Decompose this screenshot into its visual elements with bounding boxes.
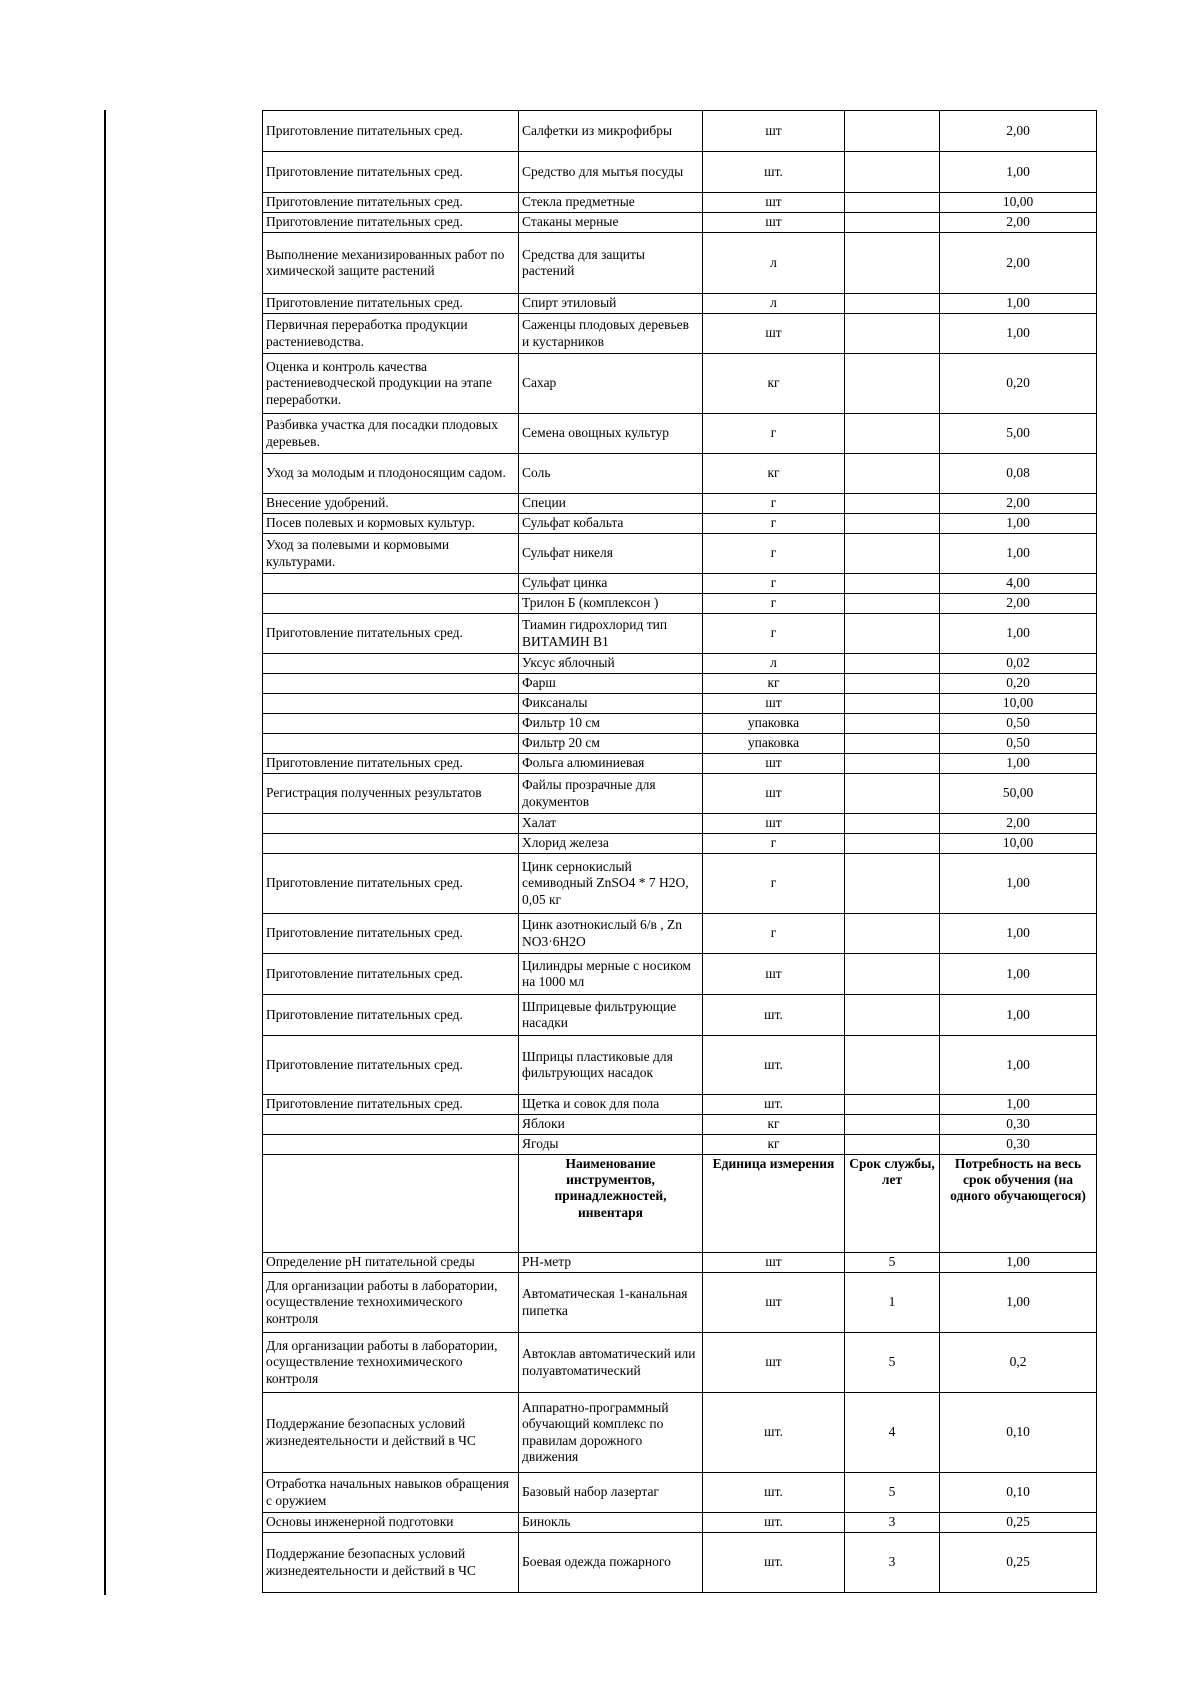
equipment-table bbox=[262, 110, 1097, 1593]
item-cell: Салфетки из микрофибры bbox=[519, 111, 703, 152]
item-cell: Стекла предметные bbox=[519, 193, 703, 213]
unit-cell: шт bbox=[703, 213, 845, 233]
activity-cell: Поддержание безопасных условий жизнедеятельности и действий в ЧС bbox=[263, 1393, 519, 1473]
table-row bbox=[263, 1273, 1097, 1333]
table-row bbox=[263, 111, 1097, 152]
activity-cell bbox=[263, 714, 519, 734]
header-requirement: Потребность на весь срок обучения (на одного обучающегося) bbox=[940, 1155, 1097, 1253]
unit-cell: кг bbox=[703, 354, 845, 414]
activity-cell: Приготовление питательных сред. bbox=[263, 614, 519, 654]
quantity-cell: 1,00 bbox=[940, 314, 1097, 354]
left-margin-line bbox=[104, 110, 106, 1595]
service-life-cell bbox=[845, 654, 940, 674]
quantity-cell: 0,10 bbox=[940, 1393, 1097, 1473]
service-life-cell: 1 bbox=[845, 1273, 940, 1333]
unit-cell: г bbox=[703, 574, 845, 594]
unit-cell: шт bbox=[703, 774, 845, 814]
service-life-cell bbox=[845, 574, 940, 594]
table-row bbox=[263, 995, 1097, 1036]
header-service-life: Срок службы, лет bbox=[845, 1155, 940, 1253]
activity-cell: Приготовление питательных сред. bbox=[263, 193, 519, 213]
service-life-cell bbox=[845, 914, 940, 954]
quantity-cell: 10,00 bbox=[940, 694, 1097, 714]
table-row bbox=[263, 754, 1097, 774]
unit-cell: шт. bbox=[703, 1393, 845, 1473]
activity-cell: Приготовление питательных сред. bbox=[263, 1095, 519, 1115]
item-cell: Средства для защиты растений bbox=[519, 233, 703, 294]
quantity-cell: 1,00 bbox=[940, 854, 1097, 914]
table-row bbox=[263, 534, 1097, 574]
unit-cell: шт bbox=[703, 193, 845, 213]
item-cell: Аппаратно-программный обучающий комплекс по правилам дорожного движения bbox=[519, 1393, 703, 1473]
table-row bbox=[263, 414, 1097, 454]
quantity-cell: 10,00 bbox=[940, 193, 1097, 213]
unit-cell: кг bbox=[703, 1115, 845, 1135]
unit-cell: шт. bbox=[703, 1473, 845, 1513]
service-life-cell bbox=[845, 111, 940, 152]
table-row bbox=[263, 152, 1097, 193]
activity-cell: Приготовление питательных сред. bbox=[263, 152, 519, 193]
activity-cell: Для организации работы в лаборатории, осуществление технохимического контроля bbox=[263, 1333, 519, 1393]
item-cell: Фильтр 20 см bbox=[519, 734, 703, 754]
table-row bbox=[263, 1533, 1097, 1593]
unit-cell: шт bbox=[703, 1333, 845, 1393]
service-life-cell bbox=[845, 754, 940, 774]
activity-cell: Приготовление питательных сред. bbox=[263, 914, 519, 954]
table-row bbox=[263, 594, 1097, 614]
quantity-cell: 2,00 bbox=[940, 111, 1097, 152]
quantity-cell: 1,00 bbox=[940, 954, 1097, 995]
quantity-cell: 0,25 bbox=[940, 1513, 1097, 1533]
activity-cell: Уход за молодым и плодоносящим садом. bbox=[263, 454, 519, 494]
table-row bbox=[263, 1115, 1097, 1135]
table-row bbox=[263, 674, 1097, 694]
table-row bbox=[263, 314, 1097, 354]
item-cell: Ягоды bbox=[519, 1135, 703, 1155]
unit-cell: г bbox=[703, 534, 845, 574]
table-row bbox=[263, 814, 1097, 834]
service-life-cell bbox=[845, 854, 940, 914]
quantity-cell: 0,2 bbox=[940, 1333, 1097, 1393]
service-life-cell bbox=[845, 1036, 940, 1095]
quantity-cell: 0,30 bbox=[940, 1135, 1097, 1155]
quantity-cell: 1,00 bbox=[940, 294, 1097, 314]
quantity-cell: 1,00 bbox=[940, 1095, 1097, 1115]
item-cell: Фольга алюминиевая bbox=[519, 754, 703, 774]
service-life-cell bbox=[845, 814, 940, 834]
activity-cell: Посев полевых и кормовых культур. bbox=[263, 514, 519, 534]
activity-cell: Поддержание безопасных условий жизнедеятельности и действий в ЧС bbox=[263, 1533, 519, 1593]
unit-cell: г bbox=[703, 614, 845, 654]
unit-cell: шт bbox=[703, 1253, 845, 1273]
item-cell: Базовый набор лазертаг bbox=[519, 1473, 703, 1513]
quantity-cell: 1,00 bbox=[940, 1253, 1097, 1273]
unit-cell: шт. bbox=[703, 1036, 845, 1095]
activity-cell: Первичная переработка продукции растениеводства. bbox=[263, 314, 519, 354]
item-cell: Щетка и совок для пола bbox=[519, 1095, 703, 1115]
quantity-cell: 10,00 bbox=[940, 834, 1097, 854]
item-cell: Спирт этиловый bbox=[519, 294, 703, 314]
item-cell: Сахар bbox=[519, 354, 703, 414]
activity-cell bbox=[263, 674, 519, 694]
quantity-cell: 5,00 bbox=[940, 414, 1097, 454]
quantity-cell: 1,00 bbox=[940, 152, 1097, 193]
activity-cell: Уход за полевыми и кормовыми культурами. bbox=[263, 534, 519, 574]
service-life-cell bbox=[845, 834, 940, 854]
service-life-cell bbox=[845, 314, 940, 354]
quantity-cell: 1,00 bbox=[940, 514, 1097, 534]
item-cell: Цинк азотнокислый 6/в , Zn NO3·6H2O bbox=[519, 914, 703, 954]
unit-cell: кг bbox=[703, 1135, 845, 1155]
quantity-cell: 1,00 bbox=[940, 754, 1097, 774]
item-cell: Сульфат кобальта bbox=[519, 514, 703, 534]
activity-cell bbox=[263, 574, 519, 594]
unit-cell: шт bbox=[703, 1273, 845, 1333]
quantity-cell: 0,08 bbox=[940, 454, 1097, 494]
table-row bbox=[263, 294, 1097, 314]
quantity-cell: 1,00 bbox=[940, 614, 1097, 654]
table-row bbox=[263, 574, 1097, 594]
service-life-cell bbox=[845, 614, 940, 654]
service-life-cell bbox=[845, 1115, 940, 1135]
item-cell: Фиксаналы bbox=[519, 694, 703, 714]
quantity-cell: 1,00 bbox=[940, 914, 1097, 954]
item-cell: PH-метр bbox=[519, 1253, 703, 1273]
quantity-cell: 1,00 bbox=[940, 1273, 1097, 1333]
item-cell: Шприцевые фильтрующие насадки bbox=[519, 995, 703, 1036]
item-cell: Трилон Б (комплексон ) bbox=[519, 594, 703, 614]
item-cell: Семена овощных культур bbox=[519, 414, 703, 454]
header-blank-cell bbox=[263, 1155, 519, 1253]
unit-cell: г bbox=[703, 834, 845, 854]
table-row bbox=[263, 694, 1097, 714]
service-life-cell bbox=[845, 233, 940, 294]
unit-cell: шт bbox=[703, 694, 845, 714]
service-life-cell: 3 bbox=[845, 1513, 940, 1533]
item-cell: Соль bbox=[519, 454, 703, 494]
table-row bbox=[263, 954, 1097, 995]
service-life-cell bbox=[845, 714, 940, 734]
unit-cell: кг bbox=[703, 454, 845, 494]
service-life-cell bbox=[845, 995, 940, 1036]
activity-cell: Разбивка участка для посадки плодовых деревьев. bbox=[263, 414, 519, 454]
activity-cell: Выполнение механизированных работ по химической защите растений bbox=[263, 233, 519, 294]
service-life-cell: 5 bbox=[845, 1333, 940, 1393]
activity-cell bbox=[263, 1115, 519, 1135]
unit-cell: шт. bbox=[703, 995, 845, 1036]
unit-cell: упаковка bbox=[703, 734, 845, 754]
quantity-cell: 1,00 bbox=[940, 534, 1097, 574]
item-cell: Саженцы плодовых деревьев и кустарников bbox=[519, 314, 703, 354]
item-cell: Уксус яблочный bbox=[519, 654, 703, 674]
quantity-cell: 2,00 bbox=[940, 594, 1097, 614]
table-row bbox=[263, 1036, 1097, 1095]
table-row bbox=[263, 233, 1097, 294]
unit-cell: шт bbox=[703, 754, 845, 774]
quantity-cell: 0,10 bbox=[940, 1473, 1097, 1513]
unit-cell: г bbox=[703, 414, 845, 454]
activity-cell bbox=[263, 834, 519, 854]
item-cell: Фильтр 10 см bbox=[519, 714, 703, 734]
table-row bbox=[263, 1095, 1097, 1115]
service-life-cell bbox=[845, 514, 940, 534]
service-life-cell bbox=[845, 1095, 940, 1115]
quantity-cell: 1,00 bbox=[940, 995, 1097, 1036]
activity-cell: Отработка начальных навыков обращения с оружием bbox=[263, 1473, 519, 1513]
quantity-cell: 2,00 bbox=[940, 494, 1097, 514]
unit-cell: шт bbox=[703, 111, 845, 152]
table-row bbox=[263, 1513, 1097, 1533]
unit-cell: г bbox=[703, 494, 845, 514]
service-life-cell bbox=[845, 1135, 940, 1155]
service-life-cell bbox=[845, 193, 940, 213]
unit-cell: л bbox=[703, 294, 845, 314]
table-row bbox=[263, 354, 1097, 414]
item-cell: Стаканы мерные bbox=[519, 213, 703, 233]
quantity-cell: 0,30 bbox=[940, 1115, 1097, 1135]
activity-cell: Приготовление питательных сред. bbox=[263, 954, 519, 995]
activity-cell: Приготовление питательных сред. bbox=[263, 854, 519, 914]
service-life-cell: 5 bbox=[845, 1473, 940, 1513]
service-life-cell: 5 bbox=[845, 1253, 940, 1273]
service-life-cell bbox=[845, 774, 940, 814]
service-life-cell bbox=[845, 734, 940, 754]
unit-cell: шт. bbox=[703, 1513, 845, 1533]
table-row bbox=[263, 454, 1097, 494]
table-row bbox=[263, 914, 1097, 954]
quantity-cell: 4,00 bbox=[940, 574, 1097, 594]
table-row bbox=[263, 1473, 1097, 1513]
item-cell: Цинк сернокислый семиводный ZnSO4 * 7 H2O, 0,05 кг bbox=[519, 854, 703, 914]
table-row bbox=[263, 734, 1097, 754]
quantity-cell: 0,20 bbox=[940, 354, 1097, 414]
service-life-cell bbox=[845, 674, 940, 694]
header-tool-name: Наименование инструментов, принадлежностей, инвентаря bbox=[519, 1155, 703, 1253]
item-cell: Сульфат цинка bbox=[519, 574, 703, 594]
unit-cell: л bbox=[703, 233, 845, 294]
table-row bbox=[263, 193, 1097, 213]
table-row bbox=[263, 774, 1097, 814]
table-row bbox=[263, 1135, 1097, 1155]
unit-cell: шт. bbox=[703, 1095, 845, 1115]
service-life-cell: 3 bbox=[845, 1533, 940, 1593]
table-row bbox=[263, 654, 1097, 674]
table-row bbox=[263, 854, 1097, 914]
activity-cell: Регистрация полученных результатов bbox=[263, 774, 519, 814]
service-life-cell bbox=[845, 594, 940, 614]
item-cell: Бинокль bbox=[519, 1513, 703, 1533]
header-unit: Единица измерения bbox=[703, 1155, 845, 1253]
item-cell: Автоматическая 1-канальная пипетка bbox=[519, 1273, 703, 1333]
quantity-cell: 0,02 bbox=[940, 654, 1097, 674]
service-life-cell bbox=[845, 152, 940, 193]
item-cell: Фарш bbox=[519, 674, 703, 694]
item-cell: Специи bbox=[519, 494, 703, 514]
activity-cell: Приготовление питательных сред. bbox=[263, 294, 519, 314]
table-row bbox=[263, 714, 1097, 734]
service-life-cell bbox=[845, 694, 940, 714]
activity-cell bbox=[263, 654, 519, 674]
unit-cell: шт bbox=[703, 314, 845, 354]
unit-cell: г bbox=[703, 514, 845, 534]
service-life-cell bbox=[845, 294, 940, 314]
item-cell: Халат bbox=[519, 814, 703, 834]
activity-cell bbox=[263, 814, 519, 834]
activity-cell bbox=[263, 734, 519, 754]
unit-cell: упаковка bbox=[703, 714, 845, 734]
quantity-cell: 50,00 bbox=[940, 774, 1097, 814]
item-cell: Средство для мытья посуды bbox=[519, 152, 703, 193]
table-row bbox=[263, 1333, 1097, 1393]
table-row bbox=[263, 213, 1097, 233]
table-row bbox=[263, 1253, 1097, 1273]
activity-cell: Приготовление питательных сред. bbox=[263, 213, 519, 233]
quantity-cell: 2,00 bbox=[940, 814, 1097, 834]
table-row bbox=[263, 494, 1097, 514]
item-cell: Автоклав автоматический или полуавтоматический bbox=[519, 1333, 703, 1393]
quantity-cell: 0,25 bbox=[940, 1533, 1097, 1593]
quantity-cell: 0,50 bbox=[940, 714, 1097, 734]
service-life-cell bbox=[845, 354, 940, 414]
unit-cell: шт bbox=[703, 814, 845, 834]
service-life-cell bbox=[845, 213, 940, 233]
item-cell: Тиамин гидрохлорид тип ВИТАМИН В1 bbox=[519, 614, 703, 654]
activity-cell: Внесение удобрений. bbox=[263, 494, 519, 514]
service-life-cell bbox=[845, 534, 940, 574]
table-row bbox=[263, 514, 1097, 534]
activity-cell bbox=[263, 1135, 519, 1155]
item-cell: Яблоки bbox=[519, 1115, 703, 1135]
service-life-cell bbox=[845, 414, 940, 454]
table-row bbox=[263, 834, 1097, 854]
item-cell: Шприцы пластиковые для фильтрующих насадок bbox=[519, 1036, 703, 1095]
activity-cell bbox=[263, 594, 519, 614]
activity-cell: Основы инженерной подготовки bbox=[263, 1513, 519, 1533]
unit-cell: г bbox=[703, 854, 845, 914]
activity-cell: Приготовление питательных сред. bbox=[263, 111, 519, 152]
service-life-cell bbox=[845, 954, 940, 995]
service-life-cell bbox=[845, 454, 940, 494]
activity-cell: Приготовление питательных сред. bbox=[263, 754, 519, 774]
item-cell: Боевая одежда пожарного bbox=[519, 1533, 703, 1593]
item-cell: Сульфат никеля bbox=[519, 534, 703, 574]
activity-cell: Приготовление питательных сред. bbox=[263, 995, 519, 1036]
unit-cell: шт. bbox=[703, 1533, 845, 1593]
unit-cell: шт bbox=[703, 954, 845, 995]
item-cell: Файлы прозрачные для документов bbox=[519, 774, 703, 814]
quantity-cell: 0,50 bbox=[940, 734, 1097, 754]
tools-header-row bbox=[263, 1155, 1097, 1253]
table-row bbox=[263, 614, 1097, 654]
unit-cell: г bbox=[703, 594, 845, 614]
activity-cell: Определение pH питательной среды bbox=[263, 1253, 519, 1273]
service-life-cell: 4 bbox=[845, 1393, 940, 1473]
activity-cell: Приготовление питательных сред. bbox=[263, 1036, 519, 1095]
quantity-cell: 1,00 bbox=[940, 1036, 1097, 1095]
unit-cell: шт. bbox=[703, 152, 845, 193]
item-cell: Цилиндры мерные с носиком на 1000 мл bbox=[519, 954, 703, 995]
unit-cell: л bbox=[703, 654, 845, 674]
unit-cell: кг bbox=[703, 674, 845, 694]
activity-cell bbox=[263, 694, 519, 714]
quantity-cell: 2,00 bbox=[940, 233, 1097, 294]
quantity-cell: 0,20 bbox=[940, 674, 1097, 694]
quantity-cell: 2,00 bbox=[940, 213, 1097, 233]
item-cell: Хлорид железа bbox=[519, 834, 703, 854]
service-life-cell bbox=[845, 494, 940, 514]
activity-cell: Оценка и контроль качества растениеводческой продукции на этапе переработки. bbox=[263, 354, 519, 414]
activity-cell: Для организации работы в лаборатории, осуществление технохимического контроля bbox=[263, 1273, 519, 1333]
unit-cell: г bbox=[703, 914, 845, 954]
table-row bbox=[263, 1393, 1097, 1473]
